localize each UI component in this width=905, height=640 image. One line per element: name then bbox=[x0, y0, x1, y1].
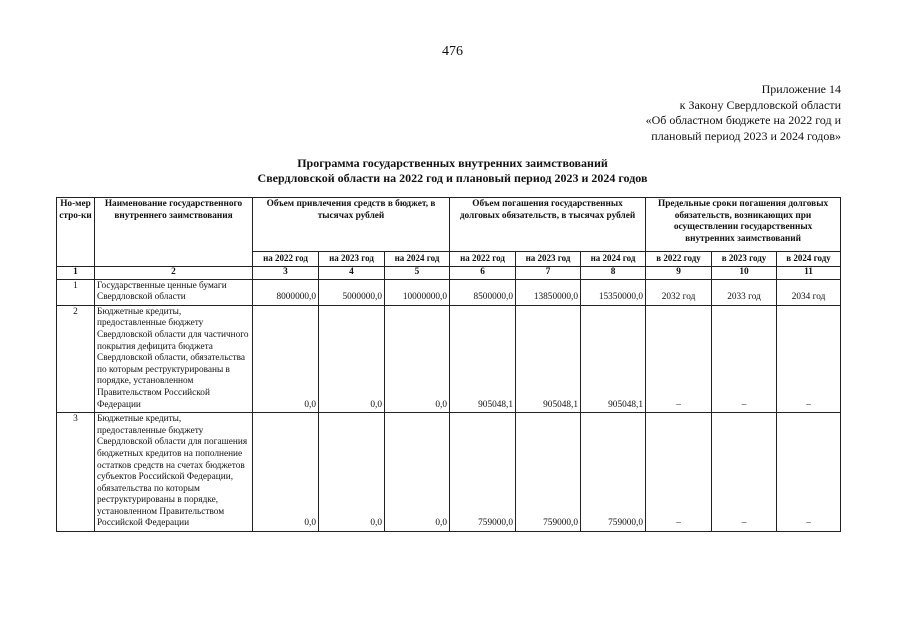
header-terms: Предельные сроки погашения долговых обязательств, возникающих при осуществлении государственных внутренних заимствований bbox=[646, 198, 841, 252]
appendix-line: плановый период 2023 и 2024 годов» bbox=[651, 128, 841, 143]
header-row-number: Но-мер стро-ки bbox=[57, 198, 95, 267]
attraction-2022: 8000000,0 bbox=[253, 279, 319, 305]
term-2023: – bbox=[712, 305, 777, 412]
header-attraction: Объем привлечения средств в бюджет, в тысячах рублей bbox=[253, 198, 450, 252]
subheader-term-2024: в 2024 году bbox=[777, 252, 841, 267]
term-2023: – bbox=[712, 413, 777, 532]
repayment-2022: 8500000,0 bbox=[450, 279, 516, 305]
title-line: Свердловской области на 2022 год и плановый период 2023 и 2024 годов bbox=[257, 170, 648, 185]
attraction-2023: 0,0 bbox=[319, 305, 385, 412]
term-2022: – bbox=[646, 305, 712, 412]
repayment-2023: 905048,1 bbox=[516, 305, 581, 412]
subheader-repayment-2022: на 2022 год bbox=[450, 252, 516, 267]
borrowing-name: Бюджетные кредиты, предоставленные бюджету Свердловской области для частичного покрытия дефицита бюджета Свердловской области, обязательства по которым реструктурированы в порядке, установленном Правительством Российской Федерации bbox=[95, 305, 253, 412]
document-title bbox=[0, 156, 905, 185]
term-2022: 2032 год bbox=[646, 279, 712, 305]
row-number: 3 bbox=[57, 413, 95, 532]
column-number: 2 bbox=[95, 266, 253, 279]
subheader-attraction-2023: на 2023 год bbox=[319, 252, 385, 267]
column-number: 1 bbox=[57, 266, 95, 279]
borrowing-name: Бюджетные кредиты, предоставленные бюджету Свердловской области для погашения бюджетных кредитов на пополнение остатков средств на счетах бюджетов субъектов Российской Федерации, обязательства по которым реструктурированы в порядке, установленном Правительством Российской Федерации bbox=[95, 413, 253, 532]
subheader-attraction-2024: на 2024 год bbox=[385, 252, 450, 267]
attraction-2024: 0,0 bbox=[385, 305, 450, 412]
appendix-line: «Об областном бюджете на 2022 год и bbox=[645, 113, 841, 127]
term-2024: – bbox=[777, 413, 841, 532]
subheader-repayment-2024: на 2024 год bbox=[581, 252, 646, 267]
term-2022: – bbox=[646, 413, 712, 532]
repayment-2022: 759000,0 bbox=[450, 413, 516, 532]
repayment-2024: 759000,0 bbox=[581, 413, 646, 532]
attraction-2023: 5000000,0 bbox=[319, 279, 385, 305]
attraction-2022: 0,0 bbox=[253, 305, 319, 412]
term-2023: 2033 год bbox=[712, 279, 777, 305]
header-repayment: Объем погашения государственных долговых обязательств, в тысячах рублей bbox=[450, 198, 646, 252]
column-number: 4 bbox=[319, 266, 385, 279]
repayment-2023: 13850000,0 bbox=[516, 279, 581, 305]
row-number: 2 bbox=[57, 305, 95, 412]
term-2024: 2034 год bbox=[777, 279, 841, 305]
column-number: 8 bbox=[581, 266, 646, 279]
subheader-term-2022: в 2022 году bbox=[646, 252, 712, 267]
attraction-2024: 0,0 bbox=[385, 413, 450, 532]
repayment-2022: 905048,1 bbox=[450, 305, 516, 412]
attraction-2024: 10000000,0 bbox=[385, 279, 450, 305]
column-number: 10 bbox=[712, 266, 777, 279]
column-number: 3 bbox=[253, 266, 319, 279]
column-number: 7 bbox=[516, 266, 581, 279]
attraction-2022: 0,0 bbox=[253, 413, 319, 532]
title-line: Программа государственных внутренних заимствований bbox=[297, 156, 608, 170]
page-number: 476 bbox=[442, 44, 463, 59]
table-row bbox=[57, 413, 841, 532]
repayment-2024: 905048,1 bbox=[581, 305, 646, 412]
appendix-line: Приложение 14 bbox=[761, 82, 841, 96]
borrowings-table bbox=[56, 197, 841, 532]
table-row bbox=[57, 279, 841, 305]
appendix-line: к Закону Свердловской области bbox=[679, 97, 841, 112]
row-number: 1 bbox=[57, 279, 95, 305]
column-number: 9 bbox=[646, 266, 712, 279]
column-number: 5 bbox=[385, 266, 450, 279]
subheader-term-2023: в 2023 году bbox=[712, 252, 777, 267]
repayment-2023: 759000,0 bbox=[516, 413, 581, 532]
subheader-repayment-2023: на 2023 год bbox=[516, 252, 581, 267]
subheader-attraction-2022: на 2022 год bbox=[253, 252, 319, 267]
attraction-2023: 0,0 bbox=[319, 413, 385, 532]
repayment-2024: 15350000,0 bbox=[581, 279, 646, 305]
header-name: Наименование государственного внутреннего заимствования bbox=[95, 198, 253, 267]
column-number: 11 bbox=[777, 266, 841, 279]
borrowing-name: Государственные ценные бумаги Свердловской области bbox=[95, 279, 253, 305]
appendix-note bbox=[646, 82, 841, 144]
column-number: 6 bbox=[450, 266, 516, 279]
term-2024: – bbox=[777, 305, 841, 412]
table-row bbox=[57, 305, 841, 412]
